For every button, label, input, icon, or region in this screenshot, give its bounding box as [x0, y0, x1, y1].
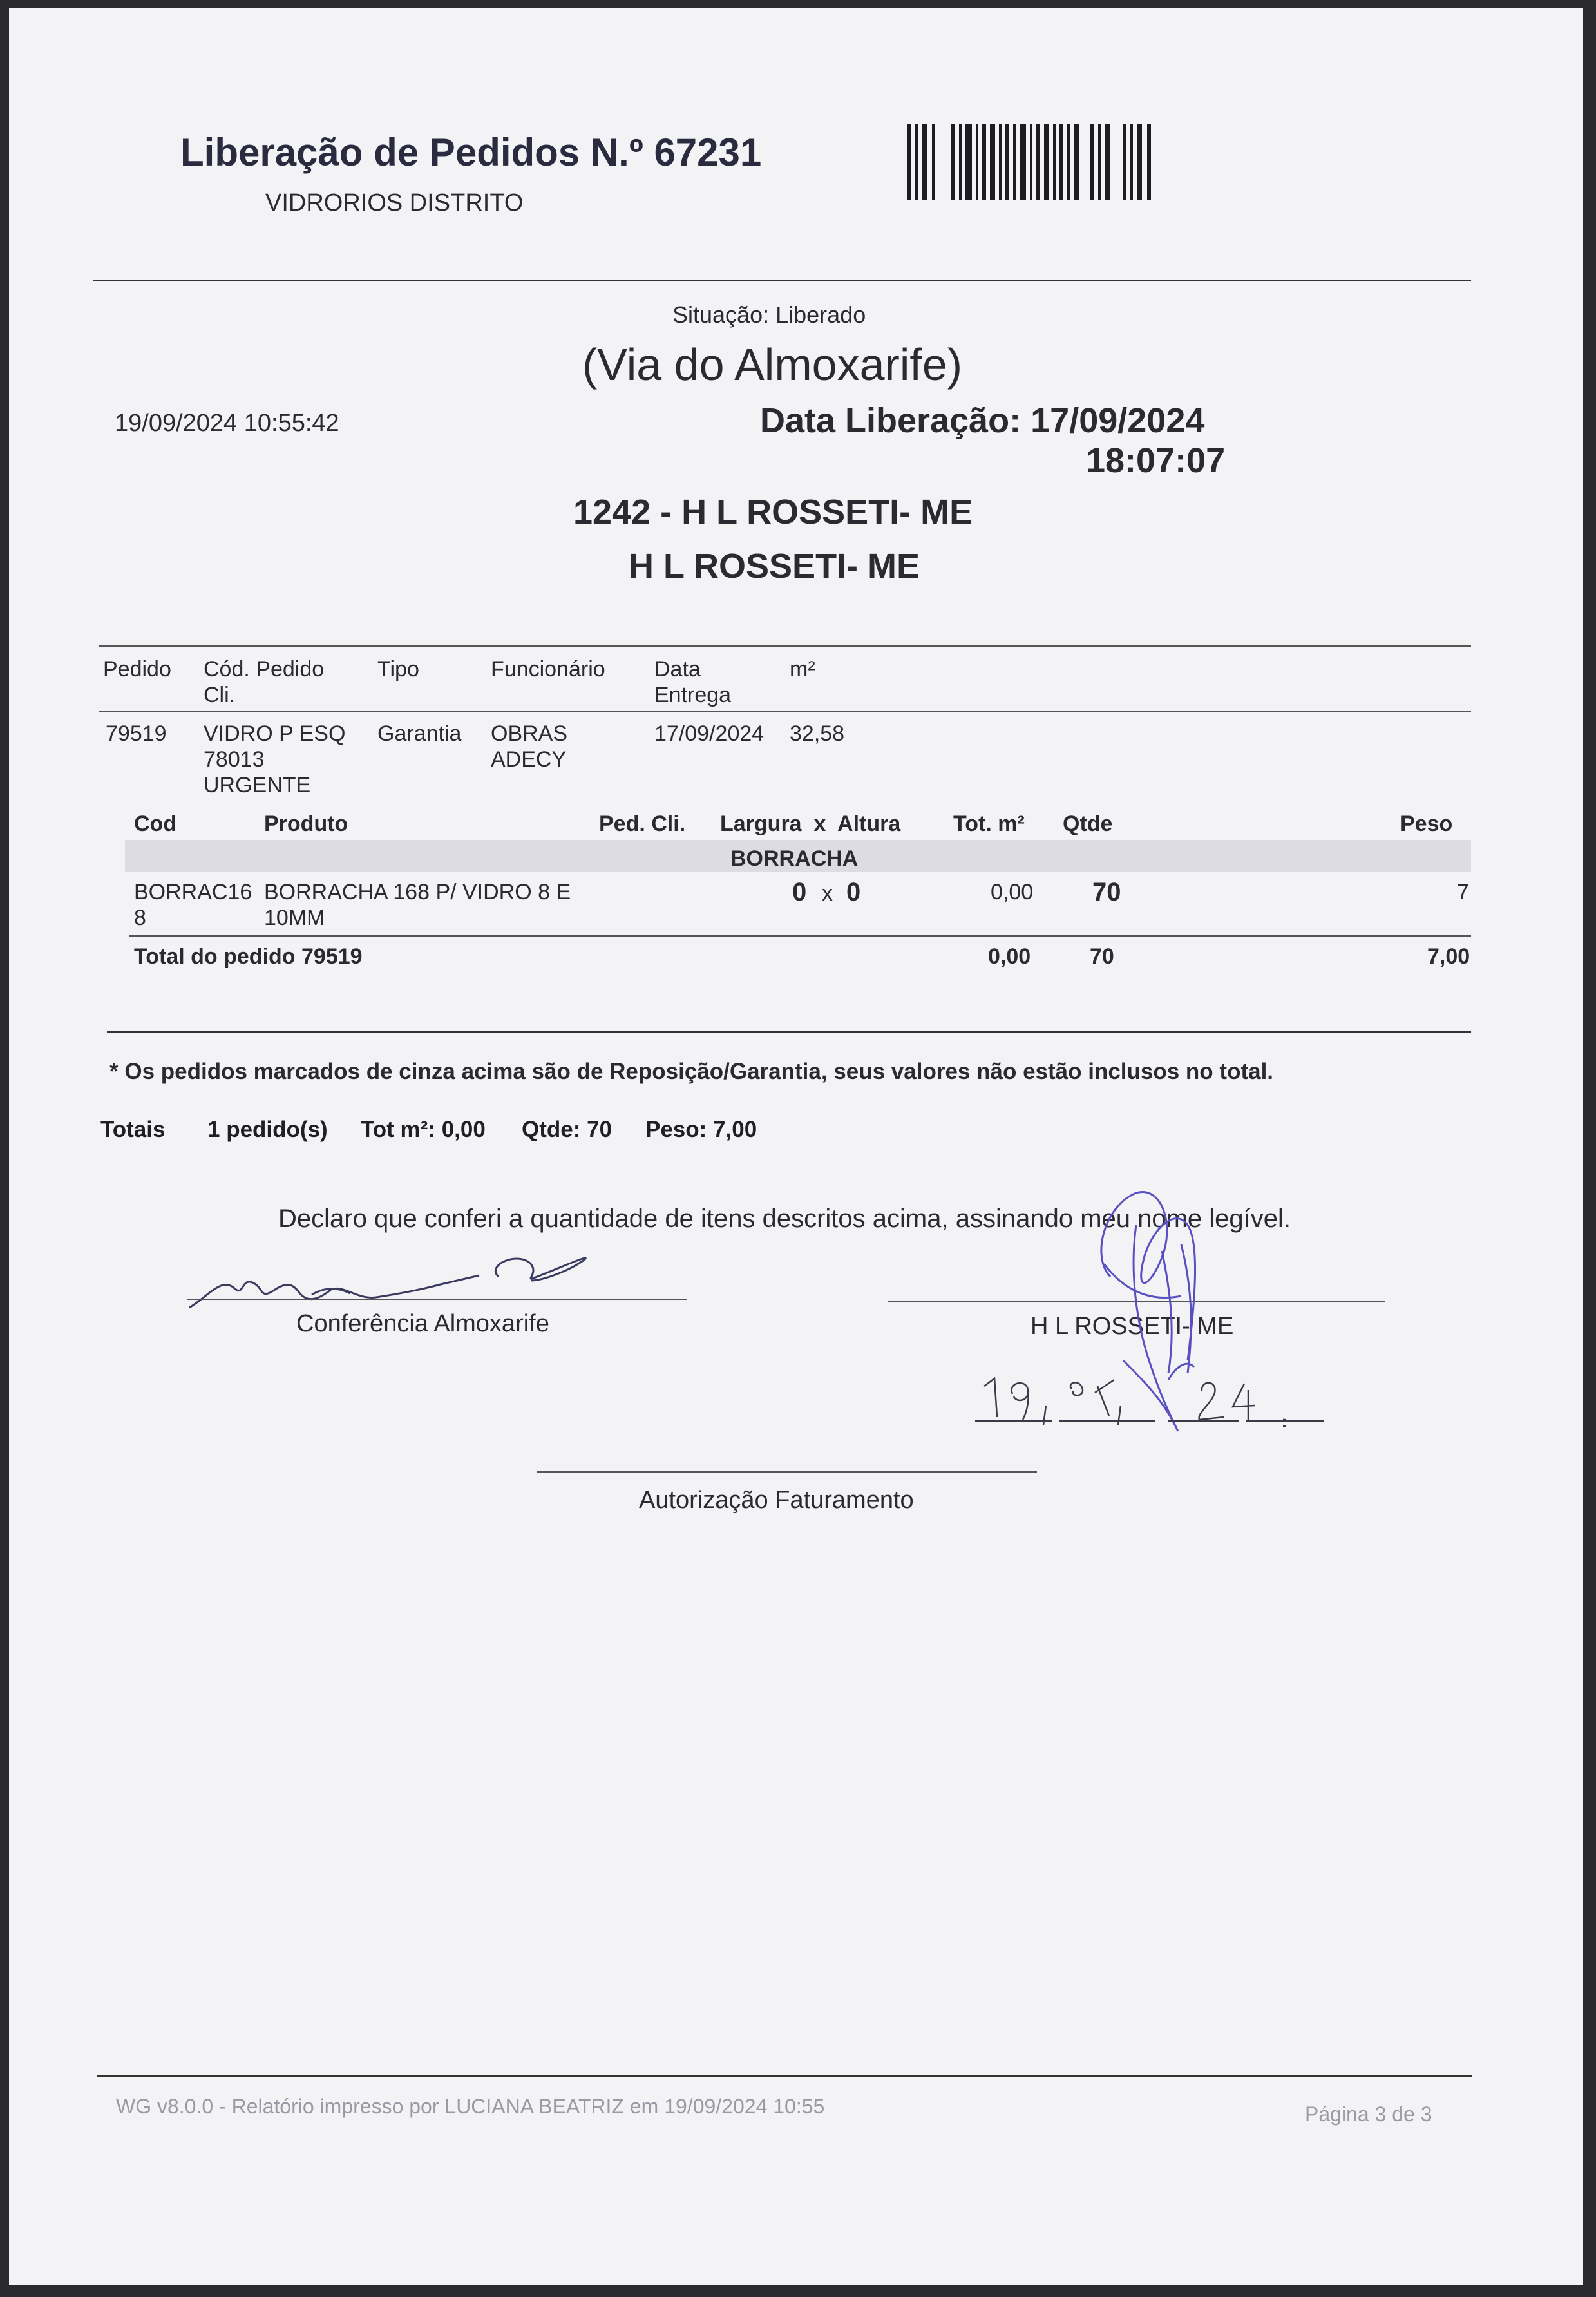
- release-date: Data Liberação: 17/09/2024: [760, 401, 1205, 440]
- col-header-cod-pedido-cli: Cli.: [204, 683, 236, 707]
- col-header-funcionario: Funcionário: [491, 657, 605, 681]
- order-row-cod-line2: 78013: [204, 747, 265, 772]
- document-title: Liberação de Pedidos N.º 67231: [180, 131, 762, 174]
- item-produto-line1: BORRACHA 168 P/ VIDRO 8 E: [264, 880, 571, 904]
- item-peso: 7: [1457, 880, 1469, 904]
- handwritten-date: [969, 1360, 1329, 1431]
- orders-table-top-rule: [99, 645, 1471, 647]
- order-row-cod-line1: VIDRO P ESQ: [204, 721, 346, 746]
- almoxarife-signature: [183, 1238, 608, 1315]
- via-label: (Via do Almoxarife): [582, 339, 963, 390]
- order-total-m2: 0,00: [988, 944, 1031, 969]
- client-code-name: 1242 - H L ROSSETI- ME: [573, 493, 973, 531]
- item-x: x: [822, 881, 833, 906]
- almoxarife-label: Conferência Almoxarife: [296, 1310, 549, 1337]
- totals-qtde: Qtde: 70: [522, 1117, 613, 1142]
- col-header-pedido: Pedido: [103, 657, 171, 681]
- item-cod-line1: BORRAC16: [134, 880, 252, 904]
- item-cod-line2: 8: [134, 906, 146, 930]
- totals-peso: Peso: 7,00: [645, 1117, 757, 1142]
- release-time: 18:07:07: [1086, 441, 1226, 480]
- totals-m2: Tot m²: 0,00: [361, 1117, 486, 1142]
- item-produto-line2: 10MM: [264, 906, 325, 930]
- reposition-note: * Os pedidos marcados de cinza acima são de Reposição/Garantia, seus valores não estão inclusos no total.: [109, 1059, 1274, 1084]
- col-header-data: Data: [654, 657, 701, 681]
- almoxarife-signature-line: [187, 1299, 687, 1300]
- declaration-text: Declaro que conferi a quantidade de itens descritos acima, assinando meu nome legível.: [278, 1205, 1291, 1233]
- item-tot-m2: 0,00: [991, 880, 1034, 904]
- item-altura: 0: [846, 878, 861, 906]
- items-header-ped-cli: Ped. Cli.: [599, 812, 686, 836]
- footer-print-info: WG v8.0.0 - Relatório impresso por LUCIANA BEATRIZ em 19/09/2024 10:55: [116, 2095, 825, 2118]
- footer-divider: [97, 2075, 1472, 2077]
- order-row-data: 17/09/2024: [654, 721, 765, 746]
- footer-page-number: Página 3 de 3: [1305, 2102, 1432, 2126]
- company-name: VIDRORIOS DISTRITO: [265, 189, 524, 216]
- col-header-m2: m²: [790, 657, 815, 681]
- authorization-signature-line: [537, 1471, 1037, 1473]
- order-total-qtde: 70: [1090, 944, 1114, 969]
- client-name: H L ROSSETI- ME: [629, 547, 920, 586]
- order-row-func-line2: ADECY: [491, 747, 567, 772]
- totals-divider: [107, 1031, 1471, 1033]
- client-signature-label: H L ROSSETI- ME: [1031, 1313, 1234, 1340]
- print-datetime: 19/09/2024 10:55:42: [115, 410, 339, 437]
- col-header-tipo: Tipo: [377, 657, 419, 681]
- order-row-m2: 32,58: [790, 721, 845, 746]
- order-row-func-line1: OBRAS: [491, 721, 568, 746]
- items-total-rule: [129, 935, 1471, 937]
- items-header-largura-altura: Largura x Altura: [720, 812, 901, 836]
- order-row-tipo: Garantia: [377, 721, 462, 746]
- orders-table-header-rule: [99, 711, 1471, 712]
- authorization-label: Autorização Faturamento: [639, 1487, 914, 1514]
- items-header-tot-m2: Tot. m²: [953, 812, 1025, 836]
- document-page: [9, 8, 1583, 2285]
- col-header-data-entrega: Entrega: [654, 683, 732, 707]
- item-qtde: 70: [1092, 878, 1121, 906]
- order-total-label: Total do pedido 79519: [134, 944, 363, 969]
- totals-label: Totais: [100, 1117, 166, 1142]
- item-largura: 0: [792, 878, 807, 906]
- header-divider: [93, 280, 1471, 281]
- items-header-cod: Cod: [134, 812, 177, 836]
- items-header-qtde: Qtde: [1063, 812, 1113, 836]
- status-label: Situação: Liberado: [672, 301, 866, 328]
- order-row-pedido: 79519: [106, 721, 167, 746]
- col-header-cod-pedido: Cód. Pedido: [204, 657, 325, 681]
- items-header-peso: Peso: [1400, 812, 1453, 836]
- group-label: BORRACHA: [730, 846, 859, 871]
- barcode: [907, 124, 1155, 200]
- order-total-peso: 7,00: [1427, 944, 1470, 969]
- items-header-produto: Produto: [264, 812, 348, 836]
- order-row-cod-line3: URGENTE: [204, 773, 311, 797]
- totals-pedidos: 1 pedido(s): [207, 1117, 328, 1142]
